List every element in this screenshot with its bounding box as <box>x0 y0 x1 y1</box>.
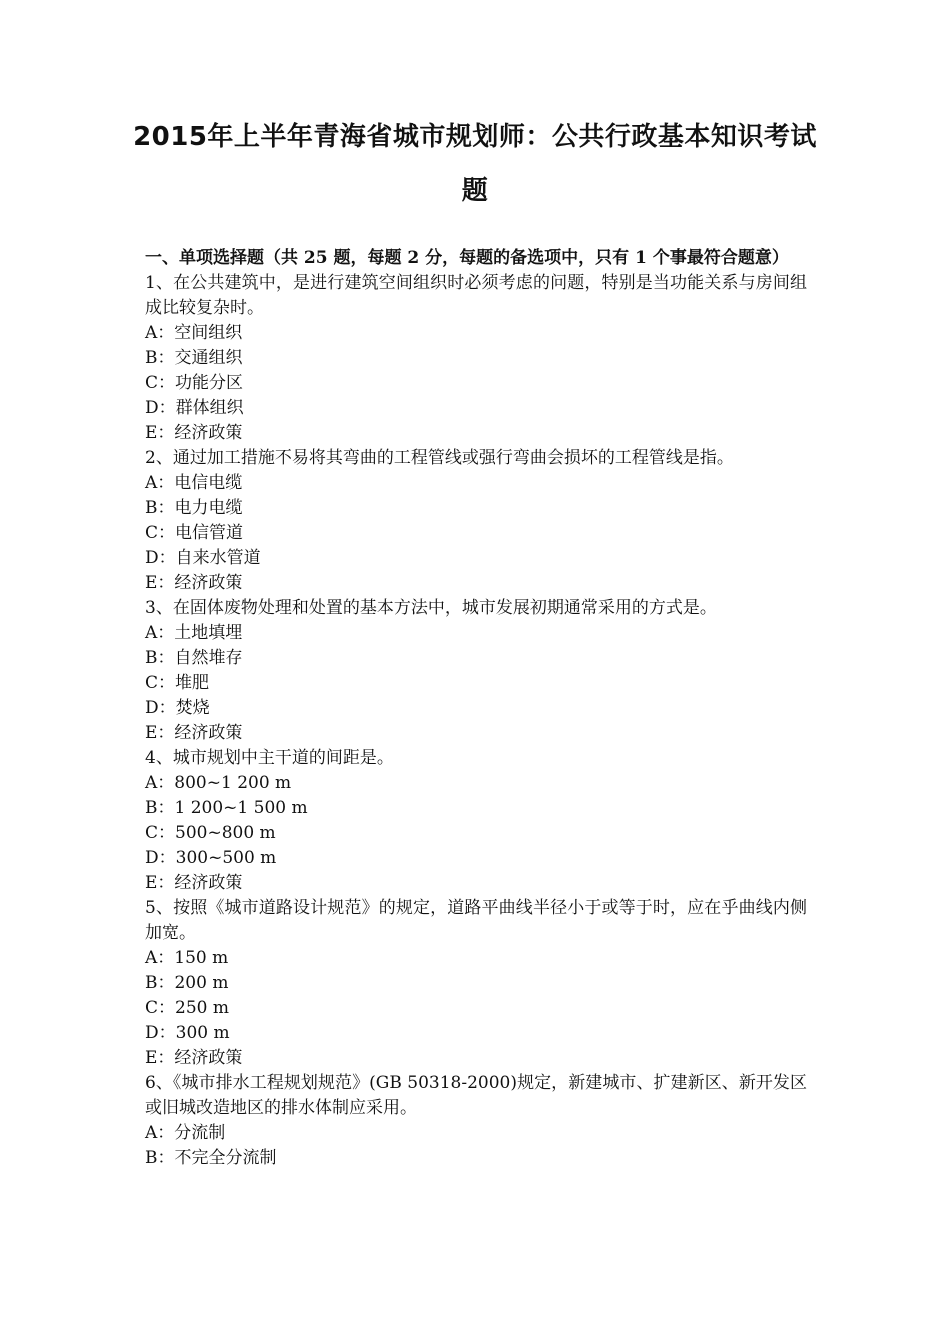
document-body <box>145 246 807 1171</box>
question-2-option-a: A：电信电缆 <box>145 473 243 493</box>
question-2-option-d: D：自来水管道 <box>145 548 261 568</box>
question-1-option-e: E：经济政策 <box>145 423 243 443</box>
document-title: 2015年上半年青海省城市规划师：公共行政基本知识考试题 <box>133 122 817 206</box>
question-6-option-b: B：不完全分流制 <box>145 1148 277 1168</box>
question-1-option-d: D：群体组织 <box>145 398 244 418</box>
question-2-text: 2、通过加工措施不易将其弯曲的工程管线或强行弯曲会损坏的工程管线是指。 <box>145 448 734 468</box>
question-5-option-b: B：200 m <box>145 973 229 993</box>
question-2-option-e: E：经济政策 <box>145 573 243 593</box>
question-1-option-b: B：交通组织 <box>145 348 243 368</box>
question-3-option-e: E：经济政策 <box>145 723 243 743</box>
question-5-option-e: E：经济政策 <box>145 1048 243 1068</box>
question-3-option-d: D：焚烧 <box>145 698 210 718</box>
question-4-option-b: B：1 200~1 500 m <box>145 798 308 818</box>
question-5-option-d: D：300 m <box>145 1023 230 1043</box>
question-6-option-a: A：分流制 <box>145 1123 226 1143</box>
question-6-text: 6、《城市排水工程规划规范》(GB 50318-2000)规定，新建城市、扩建新区、新开发区或旧城改造地区的排水体制应采用。 <box>145 1073 807 1118</box>
question-4-option-a: A：800~1 200 m <box>145 773 292 793</box>
question-1-option-a: A：空间组织 <box>145 323 243 343</box>
question-5-option-c: C：250 m <box>145 998 229 1018</box>
question-4-option-c: C：500~800 m <box>145 823 276 843</box>
question-4-option-e: E：经济政策 <box>145 873 243 893</box>
question-2-option-b: B：电力电缆 <box>145 498 243 518</box>
question-5-option-a: A：150 m <box>145 948 229 968</box>
question-3-option-b: B：自然堆存 <box>145 648 243 668</box>
question-5-text: 5、按照《城市道路设计规范》的规定，道路平曲线半径小于或等于时，应在乎曲线内侧加宽。 <box>145 898 807 943</box>
question-3-text: 3、在固体废物处理和处置的基本方法中，城市发展初期通常采用的方式是。 <box>145 598 717 618</box>
question-3-option-c: C：堆肥 <box>145 673 210 693</box>
question-2-option-c: C：电信管道 <box>145 523 244 543</box>
question-1-text: 1、在公共建筑中，是进行建筑空间组织时必须考虑的问题，特别是当功能关系与房间组成比较复杂时。 <box>145 273 807 318</box>
section-heading: 一、单项选择题（共 25 题，每题 2 分，每题的备选项中，只有 1 个事最符合题意） <box>145 248 789 268</box>
question-3-option-a: A：土地填埋 <box>145 623 243 643</box>
question-1-option-c: C：功能分区 <box>145 373 244 393</box>
question-4-text: 4、城市规划中主干道的间距是。 <box>145 748 394 768</box>
question-4-option-d: D：300~500 m <box>145 848 277 868</box>
